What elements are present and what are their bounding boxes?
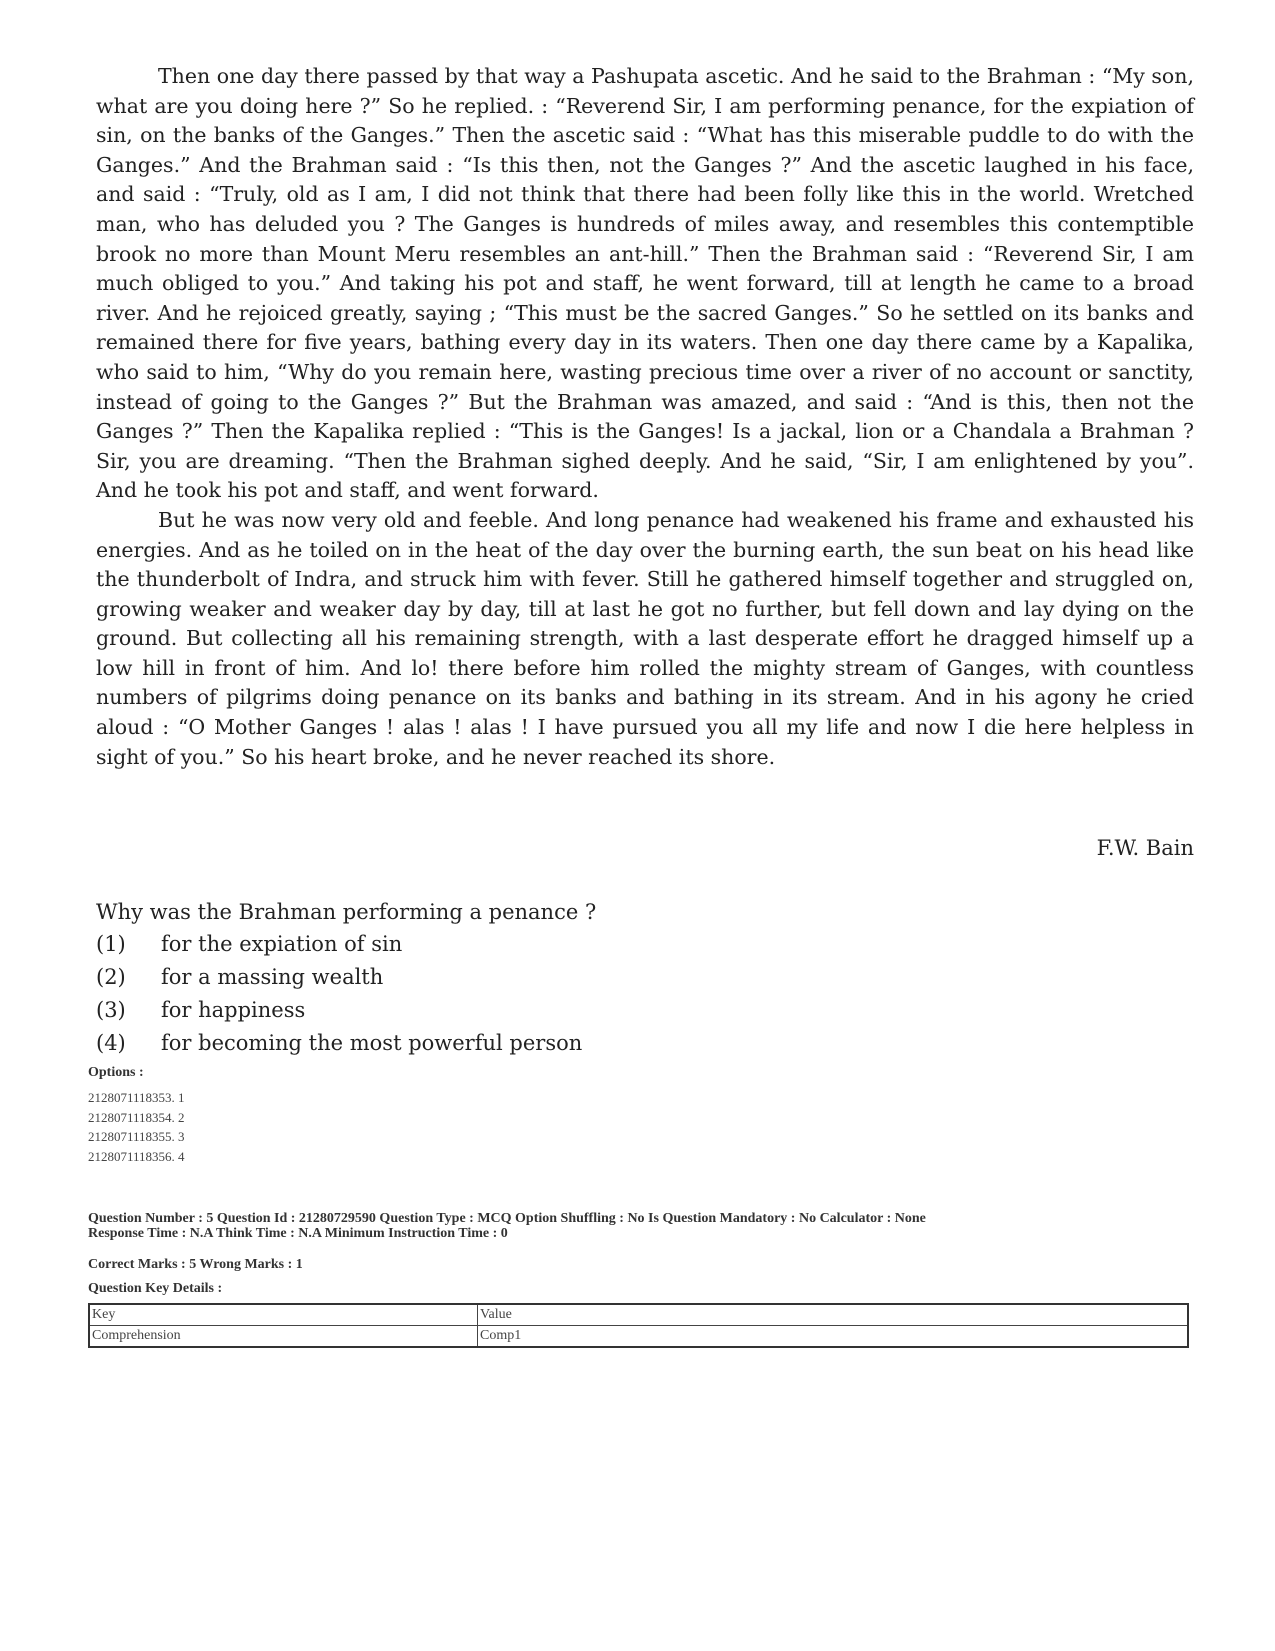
marks-info: Correct Marks : 5 Wrong Marks : 1 — [88, 1257, 303, 1272]
option-id: 2128071118355. 3 — [88, 1129, 185, 1144]
question-info-line: Response Time : N.A Think Time : N.A Minimum Instruction Time : 0 — [88, 1226, 508, 1241]
option-number: (1) — [96, 932, 126, 956]
question-text: Why was the Brahman performing a penance ? — [96, 900, 597, 924]
option-text: for becoming the most powerful person — [161, 1031, 583, 1055]
passage — [96, 62, 1194, 772]
answer-option — [96, 994, 1096, 1027]
question-info — [88, 1211, 1188, 1241]
table-header-cell: Value — [478, 1304, 1189, 1326]
option-text: for the expiation of sin — [161, 932, 403, 956]
answer-option — [96, 928, 1096, 961]
option-id-list — [88, 1088, 185, 1166]
option-number: (3) — [96, 998, 126, 1022]
question-info-line: Question Number : 5 Question Id : 21280729590 Question Type : MCQ Option Shuffling : No Is Question Mandatory : No Calculator : None — [88, 1211, 926, 1226]
key-details-table — [88, 1303, 1189, 1348]
option-text: for happiness — [161, 998, 306, 1022]
passage-paragraph-1: Then one day there passed by that way a Pashupata ascetic. And he said to the Brahman : “My son, what are you doing here ?” So he replied. : “Reverend Sir, I am performing penance, for the expiation of sin, on the banks of the Ganges.” Then the ascetic said : “What has this miserable puddle to do with the Ganges.” And the Brahman said : “Is this then, not the Ganges ?” And the ascetic laughed in his face, and said : “Truly, old as I am, I did not think that there had been folly like this in the world. Wretched man, who has deluded you ? The Ganges is hundreds of miles away, and resembles this contemptible brook no more than Mount Meru resembles an ant-hill.” Then the Brahman said : “Reverend Sir, I am much obliged to you.” And taking his pot and staff, he went forward, till at length he came to a broad river. And he rejoiced greatly, saying ; “This must be the sacred Ganges.” So he settled on its banks and remained there for five years, bathing every day in its waters. Then one day there came by a Kapalika, who said to him, “Why do you remain here, wasting precious time over a river of no account or sanctity, instead of going to the Ganges ?” But the Brahman was amazed, and said : “And is this, then not the Ganges ?” Then the Kapalika replied : “This is the Ganges! Is a jackal, lion or a Chandala a Brahman ? Sir, you are dreaming. “Then the Brahman sighed deeply. And he said, “Sir, I am enlightened by you”. And he took his pot and staff, and went forward. — [96, 64, 1194, 503]
option-number: (4) — [96, 1031, 126, 1055]
table-row — [89, 1326, 1188, 1348]
table-header-cell: Key — [89, 1304, 478, 1326]
table-cell: Comp1 — [478, 1326, 1189, 1348]
option-id: 2128071118353. 1 — [88, 1090, 185, 1105]
passage-author: F.W. Bain — [1096, 836, 1194, 860]
options-label: Options : — [88, 1065, 144, 1080]
table-cell: Comprehension — [89, 1326, 478, 1348]
table-header-row — [89, 1304, 1188, 1326]
option-id: 2128071118356. 4 — [88, 1148, 185, 1164]
answer-option — [96, 961, 1096, 994]
key-details-label: Question Key Details : — [88, 1281, 223, 1296]
answer-option — [96, 1027, 1096, 1060]
passage-paragraph-2: But he was now very old and feeble. And long penance had weakened his frame and exhausted his energies. And as he toiled on in the heat of the day over the burning earth, the sun beat on his head like the thunderbolt of Indra, and struck him with fever. Still he gathered himself together and struggled on, growing weaker and weaker day by day, till at last he got no further, but fell down and lay dying on the ground. But collecting all his remaining strength, with a last desperate effort he dragged himself up a low hill in front of him. And lo! there before him rolled the mighty stream of Ganges, with countless numbers of pilgrims doing penance on its banks and bathing in its stream. And in his agony he cried aloud : “O Mother Ganges ! alas ! alas ! I have pursued you all my life and now I die here helpless in sight of you.” So his heart broke, and he never reached its shore. — [96, 507, 1194, 769]
option-text: for a massing wealth — [161, 965, 384, 989]
option-id: 2128071118354. 2 — [88, 1109, 185, 1125]
question-block — [96, 896, 1096, 1060]
option-number: (2) — [96, 965, 126, 989]
